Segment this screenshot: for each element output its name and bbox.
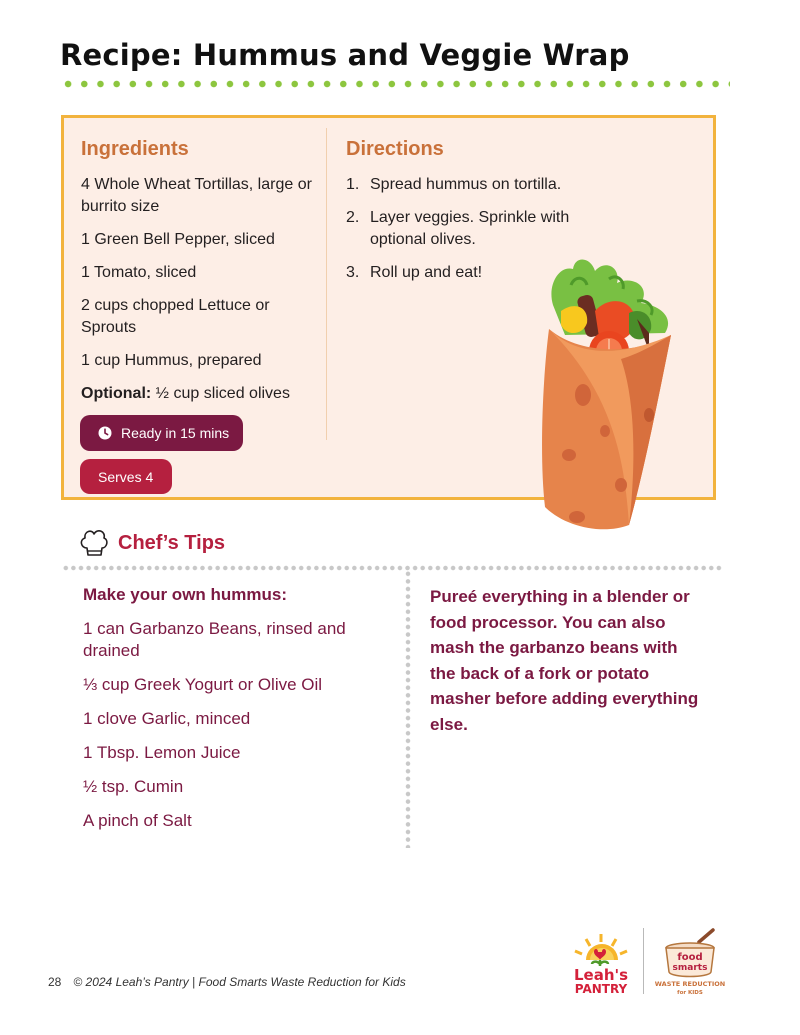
step-number: 3. bbox=[346, 264, 360, 281]
ingredient-item: 1 Green Bell Pepper, sliced bbox=[81, 231, 275, 248]
ingredient-item: 4 Whole Wheat Tortillas, large or burrito size bbox=[81, 176, 312, 215]
page-title: Recipe: Hummus and Veggie Wrap bbox=[60, 38, 630, 72]
step-number: 2. bbox=[346, 209, 360, 226]
leahs-pantry-logo bbox=[568, 930, 634, 996]
tips-item: 1 clove Garlic, minced bbox=[83, 709, 251, 728]
svg-text:for KIDS: for KIDS bbox=[677, 990, 703, 996]
servings-label: Serves 4 bbox=[98, 468, 154, 485]
wrap-illustration bbox=[525, 255, 695, 545]
optional-text: ½ cup sliced olives bbox=[151, 385, 290, 402]
recipe-column-divider bbox=[326, 128, 327, 440]
step-text: Layer veggies. Sprinkle with optional olives. bbox=[370, 209, 570, 248]
hummus-tips-list bbox=[83, 584, 383, 844]
ingredients-list bbox=[81, 174, 316, 416]
ready-time-badge bbox=[80, 415, 243, 451]
step-number: 1. bbox=[346, 176, 360, 193]
page-footer bbox=[48, 975, 406, 989]
ready-time-label: Ready in 15 mins bbox=[121, 425, 230, 441]
svg-text:WASTE REDUCTION: WASTE REDUCTION bbox=[655, 980, 725, 988]
chef-hat-icon bbox=[78, 526, 110, 558]
ingredient-item: 1 Tomato, sliced bbox=[81, 264, 197, 281]
svg-text:Leah's: Leah's bbox=[573, 966, 629, 984]
step-text: Spread hummus on tortilla. bbox=[370, 176, 562, 193]
ingredient-optional bbox=[81, 383, 316, 405]
directions-heading: Directions bbox=[346, 138, 444, 160]
tips-item: ½ tsp. Cumin bbox=[83, 777, 184, 796]
servings-badge bbox=[80, 459, 172, 494]
chefs-tips-heading: Chef’s Tips bbox=[118, 532, 226, 554]
direction-step bbox=[346, 207, 596, 251]
tips-subheading: Make your own hummus: bbox=[83, 585, 288, 604]
tips-item: 1 Tbsp. Lemon Juice bbox=[83, 743, 241, 762]
page-number: 28 bbox=[48, 975, 62, 989]
ingredient-item: 2 cups chopped Lettuce or Sprouts bbox=[81, 297, 270, 336]
tips-dotted-divider bbox=[62, 565, 722, 571]
clock-icon bbox=[98, 426, 112, 440]
tips-item: A pinch of Salt bbox=[83, 811, 192, 830]
tips-item: 1 can Garbanzo Beans, rinsed and drained bbox=[83, 619, 346, 660]
tips-item: ⅓ cup Greek Yogurt or Olive Oil bbox=[83, 675, 323, 694]
step-text: Roll up and eat! bbox=[370, 264, 483, 281]
ingredient-item: 1 cup Hummus, prepared bbox=[81, 352, 262, 369]
logo-divider bbox=[643, 928, 644, 994]
direction-step bbox=[346, 174, 596, 196]
food-smarts-logo bbox=[655, 928, 725, 996]
footer-credit: © 2024 Leah’s Pantry | Food Smarts Waste Reduction for Kids bbox=[73, 975, 406, 989]
ingredients-heading: Ingredients bbox=[81, 138, 189, 160]
title-dotted-divider bbox=[60, 80, 730, 88]
svg-text:food: food bbox=[677, 952, 703, 963]
svg-text:smarts: smarts bbox=[672, 963, 708, 973]
tips-instructions: Pureé everything in a blender or food processor. You can also mash the garbanzo beans with the back of a fork or potato masher before adding everything else. bbox=[430, 587, 699, 734]
svg-text:PANTRY: PANTRY bbox=[574, 982, 628, 996]
tips-column-divider bbox=[405, 570, 411, 848]
optional-label: Optional: bbox=[81, 385, 152, 402]
